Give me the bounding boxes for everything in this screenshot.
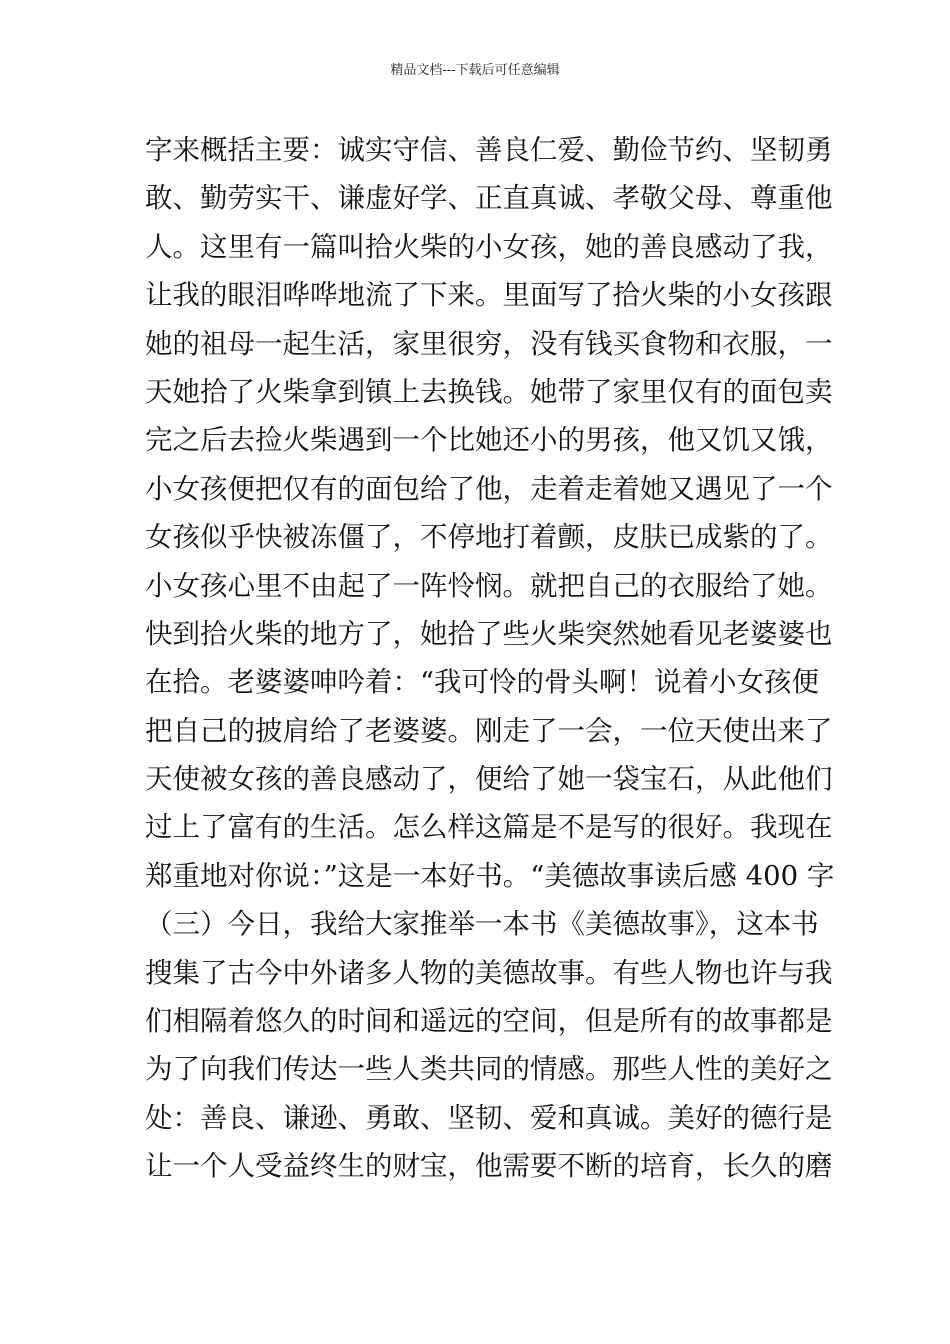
text-line-22: 让一个人受益终生的财宝，他需要不断的培育，长久的磨 [145,1150,833,1183]
text-line-19: 们相隔着悠久的时间和遥远的空间，但是所有的故事都是 [145,1005,833,1038]
text-line-12: 在拾。老婆婆呻吟着：“我可怜的骨头啊！说着小女孩便 [145,666,820,699]
text-line-10: 小女孩心里不由起了一阵怜悯。就把自己的衣服给了她。 [145,569,833,602]
text-line-8: 小女孩便把仅有的面包给了他，走着走着她又遇见了一个 [145,472,833,505]
text-line-14: 天使被女孩的善良感动了，便给了她一袋宝石，从此他们 [145,763,833,796]
text-line-20: 为了向我们传达一些人类共同的情感。那些人性的美好之 [145,1053,833,1086]
text-line-9: 女孩似乎快被冻僵了，不停地打着颤，皮肤已成紫的了。 [145,521,833,554]
text-line-17: （三）今日，我给大家推举一本书《美德故事》，这本书 [145,908,819,941]
text-line-13: 把自己的披肩给了老婆婆。刚走了一会，一位天使出来了 [145,714,833,747]
text-line-16: 郑重地对你说：”这是一本好书。“美德故事读后感 400 字 [145,859,835,892]
text-line-2: 敢、勤劳实干、谦虚好学、正直真诚、孝敬父母、尊重他 [145,182,833,215]
text-line-3: 人。这里有一篇叫拾火柴的小女孩，她的善良感动了我， [145,230,833,263]
text-line-5: 她的祖母一起生活，家里很穷，没有钱买食物和衣服，一 [145,327,833,360]
text-line-18: 搜集了古今中外诸多人物的美德故事。有些人物也许与我 [145,956,833,989]
text-line-11: 快到拾火柴的地方了，她拾了些火柴突然她看见老婆婆也 [145,617,833,650]
body-text [145,126,835,1191]
text-line-6: 天她拾了火柴拿到镇上去换钱。她带了家里仅有的面包卖 [145,375,833,408]
text-line-21: 处：善良、谦逊、勇敢、坚韧、爱和真诚。美好的德行是 [145,1101,833,1134]
text-line-7: 完之后去捡火柴遇到一个比她还小的男孩，他又饥又饿， [145,424,833,457]
text-line-1: 字来概括主要：诚实守信、善良仁爱、勤俭节约、坚韧勇 [145,134,833,166]
text-line-15: 过上了富有的生活。怎么样这篇是不是写的很好。我现在 [145,811,833,844]
page-header: 精品文档---下载后可任意编辑 [390,63,560,78]
text-line-4: 让我的眼泪哗哗地流了下来。里面写了拾火柴的小女孩跟 [145,279,833,312]
